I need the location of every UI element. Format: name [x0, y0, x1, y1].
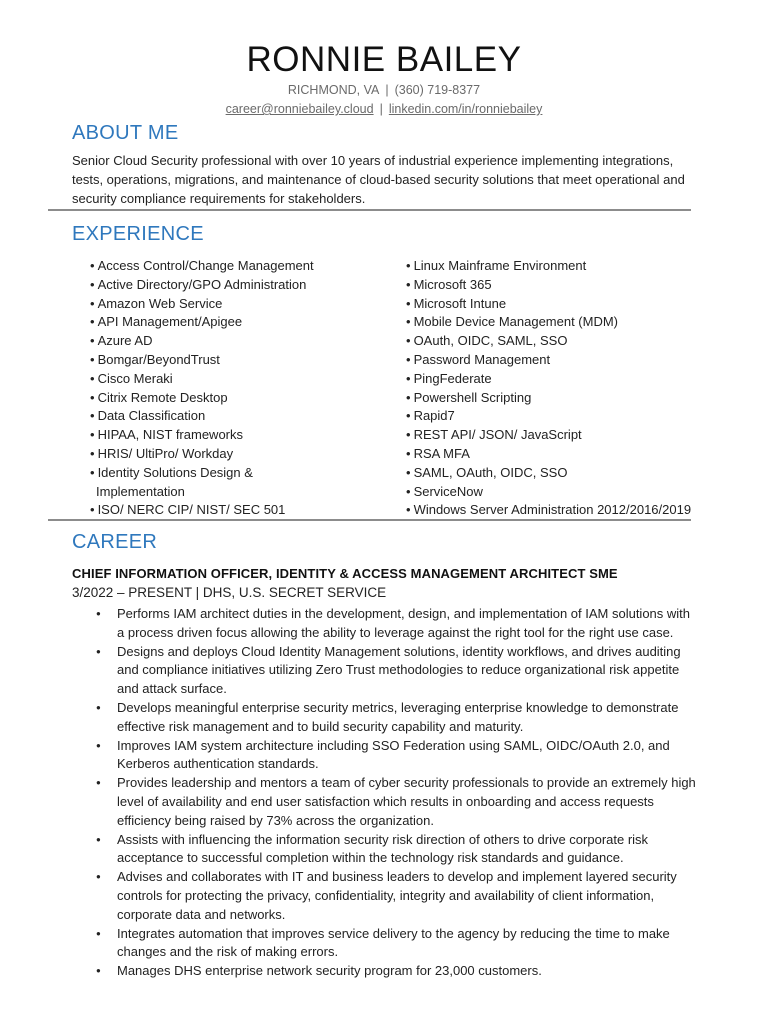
list-item: • Bomgar/BeyondTrust — [90, 351, 390, 370]
list-item: ● Designs and deploys Cloud Identity Management solutions, identity workflows, and drives auditing and compliance initiatives utilizing Zero Trust methodologies to reduce organizational risk appetite and attack surface. — [72, 643, 697, 699]
list-item: • API Management/Apigee — [90, 313, 390, 332]
separator: | — [385, 83, 389, 97]
experience-list-right — [406, 257, 706, 520]
list-item: • RSA MFA — [406, 445, 706, 464]
list-item: • Active Directory/GPO Administration — [90, 276, 390, 295]
list-item: ● Develops meaningful enterprise security metrics, leveraging enterprise knowledge to demonstrate effective risk management and to build security capability and maturity. — [72, 699, 697, 737]
list-item: ● Assists with influencing the information security risk direction of others to drive corporate risk acceptance to successful completion within the technology risk standards and guidance. — [72, 831, 697, 869]
list-item: • Citrix Remote Desktop — [90, 389, 390, 408]
list-item: • HRIS/ UltiPro/ Workday — [90, 445, 390, 464]
list-item: • PingFederate — [406, 370, 706, 389]
experience-list-left — [90, 257, 390, 520]
list-item: • Microsoft Intune — [406, 295, 706, 314]
list-item: • Identity Solutions Design & — [90, 464, 390, 483]
list-item: • REST API/ JSON/ JavaScript — [406, 426, 706, 445]
list-item: • Password Management — [406, 351, 706, 370]
list-item: ● Provides leadership and mentors a team of cyber security professionals to provide an extremely high level of availability and end user satisfaction which results in onboarding and access requests efficiency being raised by 73% across the organization. — [72, 774, 697, 830]
list-item: • Mobile Device Management (MDM) — [406, 313, 706, 332]
location: RICHMOND, VA — [287, 83, 380, 97]
list-item: • Powershell Scripting — [406, 389, 706, 408]
list-item: • Cisco Meraki — [90, 370, 390, 389]
about-heading: ABOUT ME — [72, 122, 179, 144]
contact-line-2 — [0, 102, 768, 116]
list-item: • Amazon Web Service — [90, 295, 390, 314]
career-heading: CAREER — [72, 531, 158, 553]
list-item: • Data Classification — [90, 407, 390, 426]
list-item: • Azure AD — [90, 332, 390, 351]
section-divider — [48, 209, 691, 211]
linkedin-link[interactable]: linkedin.com/in/ronniebailey — [388, 102, 543, 116]
job-title: CHIEF INFORMATION OFFICER, IDENTITY & ACCESS MANAGEMENT ARCHITECT SME — [72, 566, 618, 581]
list-item: ● Advises and collaborates with IT and business leaders to develop and implement layered security controls for protecting the privacy, confidentiality, integrity and availability of client information, corporate data and networks. — [72, 868, 697, 924]
list-item: • Windows Server Administration 2012/2016/2019 — [406, 501, 706, 520]
list-item: ● Improves IAM system architecture including SSO Federation using SAML, OIDC/OAuth 2.0, and Kerberos authentication standards. — [72, 737, 697, 775]
list-item: ● Performs IAM architect duties in the development, design, and implementation of IAM solutions with a process driven focus allowing the ability to leverage against the right tool for the right use case. — [72, 605, 697, 643]
list-item: • Microsoft 365 — [406, 276, 706, 295]
career-bullets — [72, 605, 697, 981]
separator: | — [379, 102, 383, 116]
list-item: ● Manages DHS enterprise network security program for 23,000 customers. — [72, 962, 697, 981]
job-dates-employer: 3/2022 – PRESENT | DHS, U.S. SECRET SERVICE — [72, 585, 387, 600]
list-item: • ISO/ NERC CIP/ NIST/ SEC 501 — [90, 501, 390, 520]
list-item-continuation: Implementation — [96, 483, 185, 499]
list-item: • Linux Mainframe Environment — [406, 257, 706, 276]
list-item: • Access Control/Change Management — [90, 257, 390, 276]
phone: (360) 719-8377 — [394, 83, 481, 97]
list-item: • SAML, OAuth, OIDC, SSO — [406, 464, 706, 483]
about-text: Senior Cloud Security professional with over 10 years of industrial experience implementing integrations, tests, operations, migrations, and maintenance of cloud-based security solutions that meet operational and security compliance requirements for stakeholders. — [72, 153, 685, 206]
list-item: ● Integrates automation that improves service delivery to the agency by reducing the time to make changes and the risk of making errors. — [72, 925, 697, 963]
section-divider — [48, 519, 691, 521]
list-item: • ServiceNow — [406, 483, 706, 502]
list-item: • Rapid7 — [406, 407, 706, 426]
resume-name: RONNIE BAILEY — [246, 40, 522, 79]
list-item: • OAuth, OIDC, SAML, SSO — [406, 332, 706, 351]
email-link[interactable]: career@ronniebailey.cloud — [225, 102, 374, 116]
experience-heading: EXPERIENCE — [72, 223, 204, 245]
contact-line-1 — [0, 83, 768, 97]
list-item: • HIPAA, NIST frameworks — [90, 426, 390, 445]
